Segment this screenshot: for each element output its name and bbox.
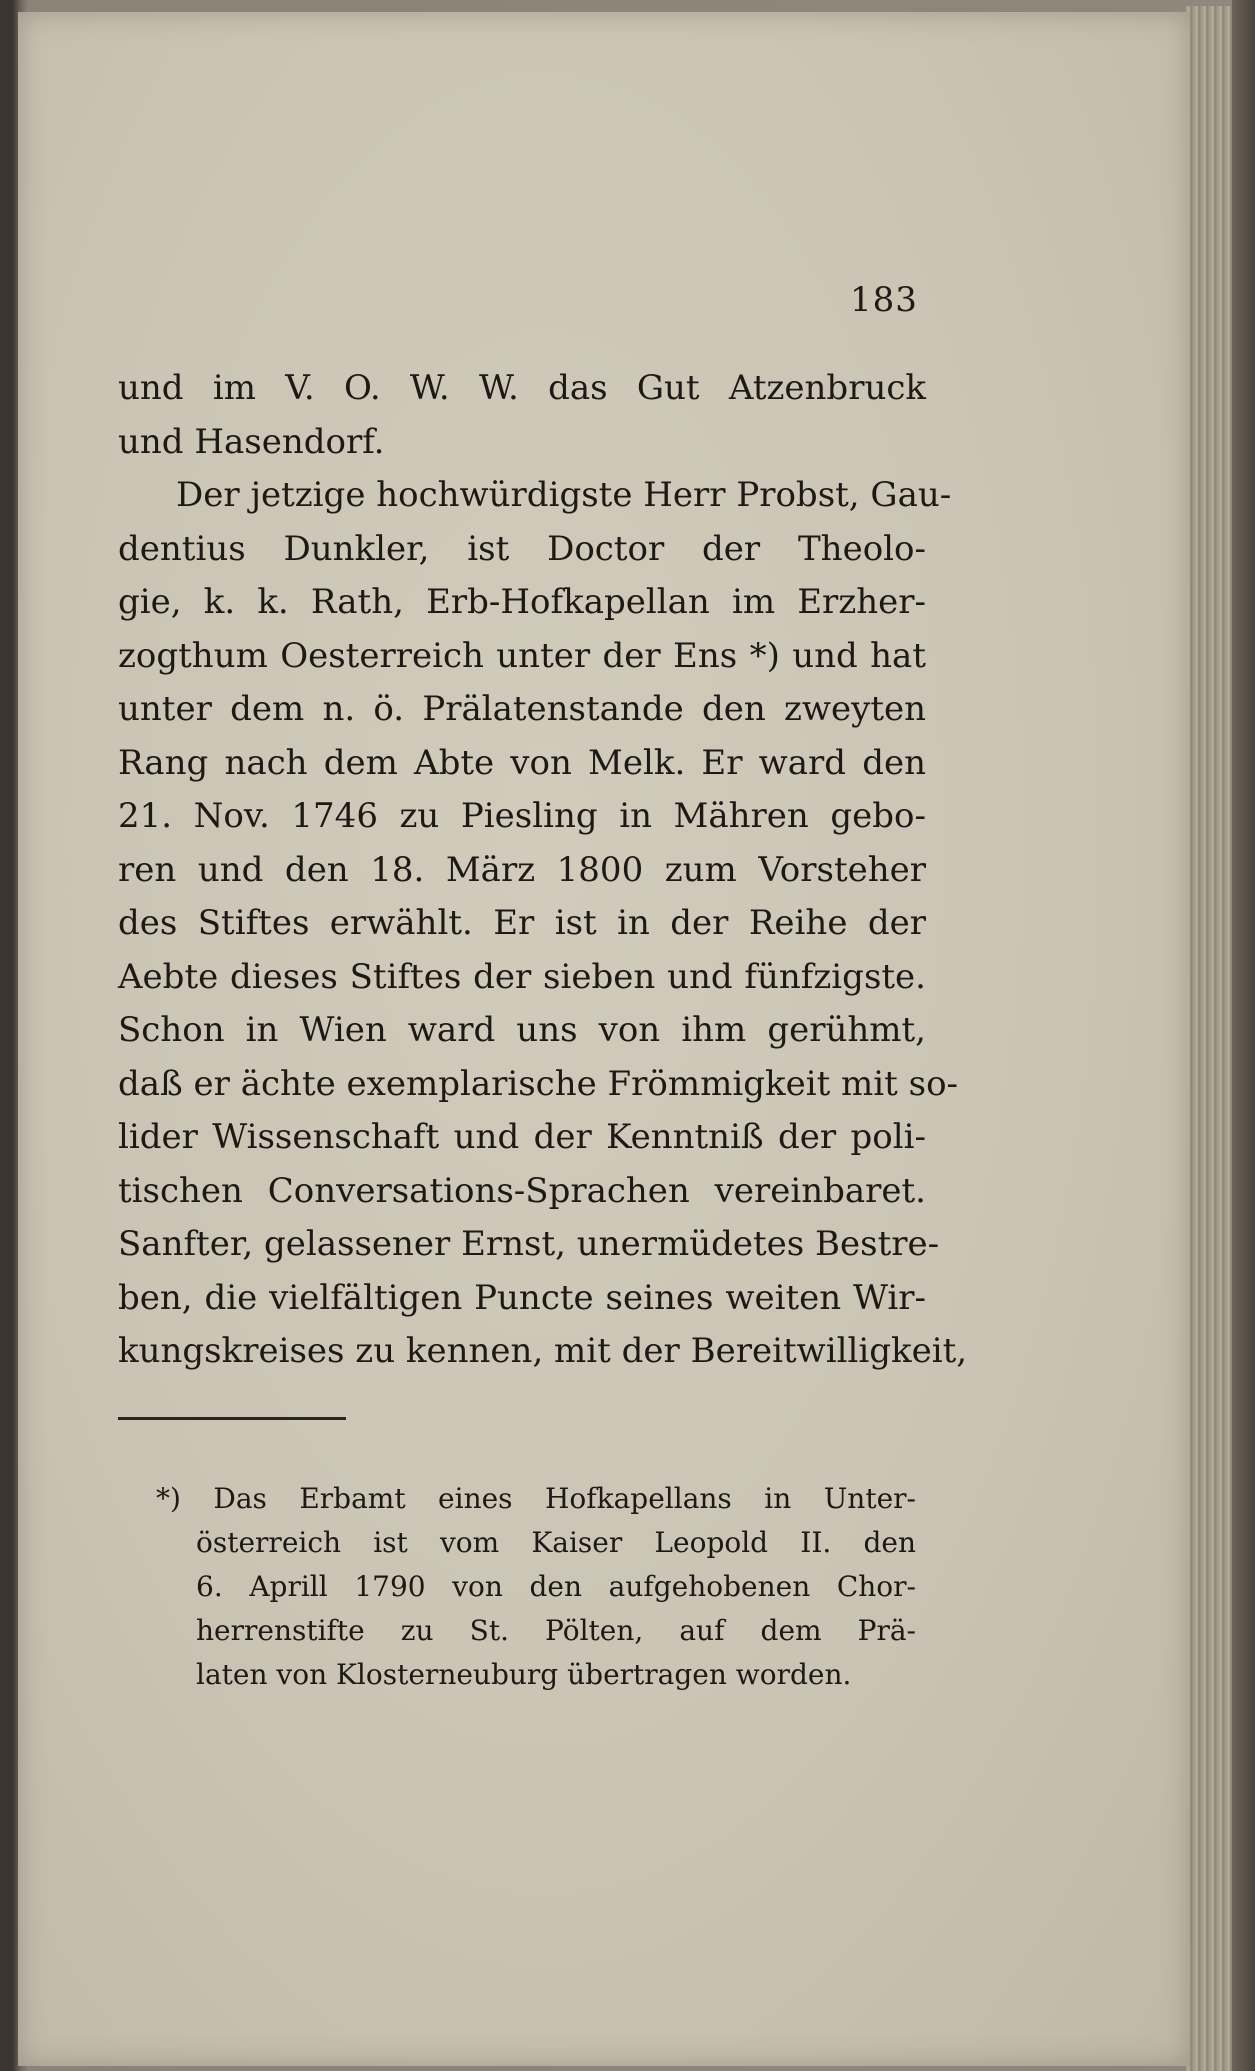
- footnote-line: *) Das Erbamt eines Hofkapellans in Unter-: [156, 1482, 916, 1515]
- body-line: dentius Dunkler, ist Doctor der Theolo-: [118, 528, 926, 569]
- body-line: ren und den 18. März 1800 zum Vorsteher: [118, 849, 926, 890]
- body-line: und im V. O. W. W. das Gut Atzenbruck: [118, 368, 926, 408]
- body-line: lider Wissenschaft und der Kenntniß der poli-: [118, 1117, 926, 1157]
- body-line: ben, die vielfältigen Puncte seines weiten Wir-: [118, 1277, 926, 1318]
- footnote-line: herrenstifte zu St. Pölten, auf dem Prä-: [196, 1614, 916, 1647]
- body-line: Rang nach dem Abte von Melk. Er ward den: [118, 742, 926, 783]
- body-line: des Stiftes erwählt. Er ist in der Reihe der: [118, 903, 926, 943]
- body-text: [118, 362, 968, 1379]
- body-line: tischen Conversations-Sprachen vereinbaret.: [118, 1170, 926, 1211]
- body-line: und Hasendorf.: [118, 421, 385, 462]
- body-line: 21. Nov. 1746 zu Piesling in Mähren gebo-: [118, 796, 926, 836]
- body-line: Schon in Wien ward uns von ihm gerühmt,: [118, 1010, 926, 1050]
- body-line: kungskreises zu kennen, mit der Bereitwilligkeit,: [118, 1331, 968, 1371]
- book-page: [18, 12, 1190, 2066]
- page-number: 183: [850, 280, 918, 320]
- body-line: zogthum Oesterreich unter der Ens *) und hat: [118, 635, 926, 676]
- body-line: Sanfter, gelassener Ernst, unermüdetes Bestre-: [118, 1224, 940, 1264]
- footnote-line: 6. Aprill 1790 von den aufgehobenen Chor-: [196, 1570, 916, 1603]
- footnote-divider: [118, 1417, 346, 1420]
- body-line: unter dem n. ö. Prälatenstande den zweyten: [118, 689, 926, 729]
- footnote: [156, 1477, 916, 1697]
- footnote-line: österreich ist vom Kaiser Leopold II. den: [196, 1526, 916, 1559]
- book-cover-edge: [1232, 0, 1255, 2071]
- body-line: Aebte dieses Stiftes der sieben und fünfzigste.: [118, 956, 926, 997]
- body-line: daß er ächte exemplarische Frömmigkeit mit so-: [118, 1063, 959, 1104]
- body-line: Der jetzige hochwürdigste Herr Probst, Gau-: [176, 475, 952, 515]
- footnote-line: laten von Klosterneuburg übertragen worden.: [196, 1658, 852, 1691]
- body-line: gie, k. k. Rath, Erb-Hofkapellan im Erzher-: [118, 582, 926, 622]
